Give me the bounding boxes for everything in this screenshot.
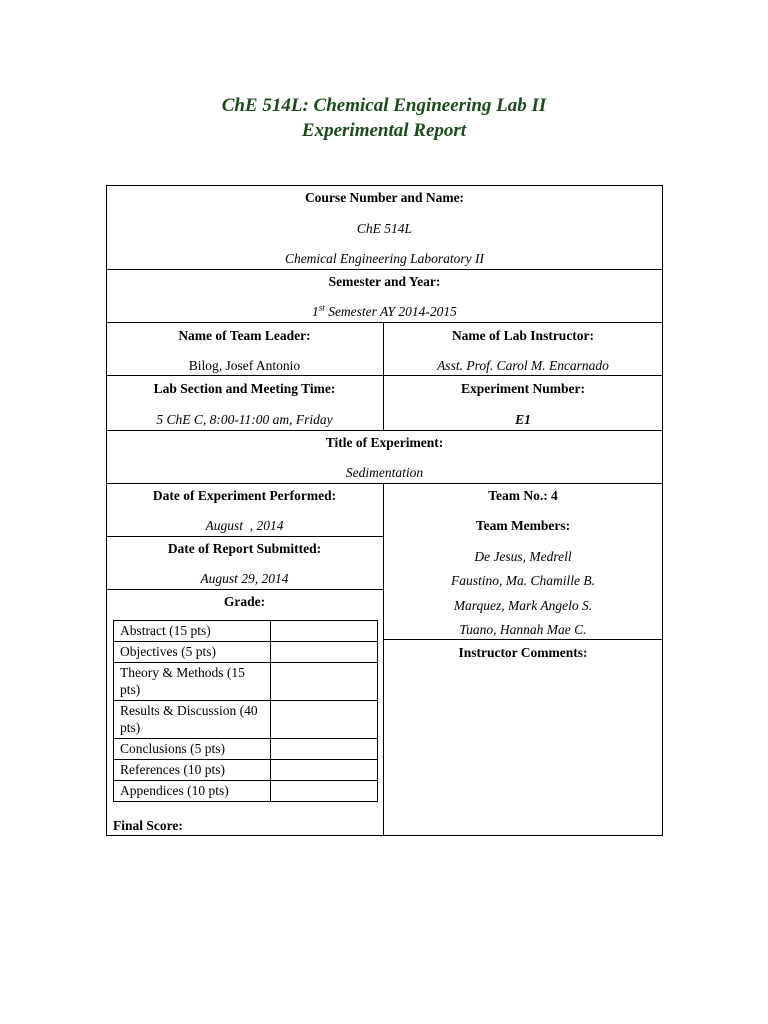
date-performed-label: Date of Experiment Performed: (152, 488, 337, 503)
lab-section-cell (106, 375, 383, 430)
team-leader-value: Bilog, Josef Antonio (188, 358, 301, 373)
semester-rest: Semester AY 2014-2015 (324, 304, 457, 319)
team-leader-label: Name of Team Leader: (178, 328, 311, 343)
table-row (114, 781, 378, 802)
date-submitted-label: Date of Report Submitted: (167, 541, 322, 556)
date-submitted-value: August 29, 2014 (200, 571, 289, 586)
semester-ordinal-suffix: st (318, 302, 325, 313)
grade-item-name: Objectives (5 pts) (114, 642, 271, 663)
semester-cell (106, 269, 663, 322)
instructor-cell (383, 322, 663, 375)
grade-table (113, 620, 378, 802)
final-score-label: Final Score: (113, 818, 183, 833)
team-number: Team No.: 4 (488, 488, 558, 503)
grade-item-name: Theory & Methods (15 pts) (114, 663, 271, 701)
grade-item-score[interactable] (271, 760, 378, 781)
team-member: De Jesus, Medrell (474, 549, 572, 564)
date-performed-cell (106, 483, 383, 536)
experiment-title-value: Sedimentation (345, 465, 424, 480)
date-submitted-cell (106, 536, 383, 589)
table-row (114, 760, 378, 781)
report-title: ChE 514L: Chemical Engineering Lab II (221, 95, 547, 116)
experiment-number-value: E1 (515, 412, 531, 427)
semester-label: Semester and Year: (328, 274, 441, 289)
semester-ordinal: 1 (312, 304, 319, 319)
instructor-value: Asst. Prof. Carol M. Encarnado (437, 358, 609, 373)
grade-item-name: Conclusions (5 pts) (114, 739, 271, 760)
grade-item-name: Abstract (15 pts) (114, 621, 271, 642)
course-cell (106, 185, 663, 269)
table-row (114, 739, 378, 760)
comments-label: Instructor Comments: (458, 645, 588, 660)
experiment-number-cell (383, 375, 663, 430)
grade-header-cell (106, 589, 383, 619)
team-members-label: Team Members: (475, 518, 571, 533)
lab-section-label: Lab Section and Meeting Time: (153, 381, 336, 396)
experiment-number-label: Experiment Number: (460, 381, 586, 396)
table-row (114, 663, 378, 701)
course-label: Course Number and Name: (304, 190, 465, 205)
date-performed-value: August , 2014 (205, 518, 284, 533)
grade-item-score[interactable] (271, 663, 378, 701)
experiment-title-label: Title of Experiment: (325, 435, 444, 450)
grade-item-name: Appendices (10 pts) (114, 781, 271, 802)
grade-item-name: References (10 pts) (114, 760, 271, 781)
grade-item-score[interactable] (271, 701, 378, 739)
grade-item-score[interactable] (271, 781, 378, 802)
lab-section-value: 5 ChE C, 8:00-11:00 am, Friday (156, 412, 333, 427)
team-leader-cell (106, 322, 383, 375)
table-row (114, 701, 378, 739)
table-row (114, 642, 378, 663)
team-member: Faustino, Ma. Chamille B. (451, 573, 595, 588)
team-cell (383, 483, 663, 639)
team-member: Tuano, Hannah Mae C. (459, 622, 587, 637)
grade-item-name: Results & Discussion (40 pts) (114, 701, 271, 739)
grade-item-score[interactable] (271, 642, 378, 663)
course-name: Chemical Engineering Laboratory II (284, 251, 485, 266)
semester-value (106, 304, 663, 320)
table-row (114, 621, 378, 642)
instructor-label: Name of Lab Instructor: (451, 328, 595, 343)
grade-label: Grade: (223, 594, 266, 609)
team-member: Marquez, Mark Angelo S. (453, 598, 593, 613)
course-number: ChE 514L (356, 221, 413, 236)
experiment-title-cell (106, 430, 663, 483)
comments-cell[interactable] (383, 639, 663, 836)
grade-item-score[interactable] (271, 621, 378, 642)
report-subtitle: Experimental Report (301, 120, 467, 141)
grade-item-score[interactable] (271, 739, 378, 760)
